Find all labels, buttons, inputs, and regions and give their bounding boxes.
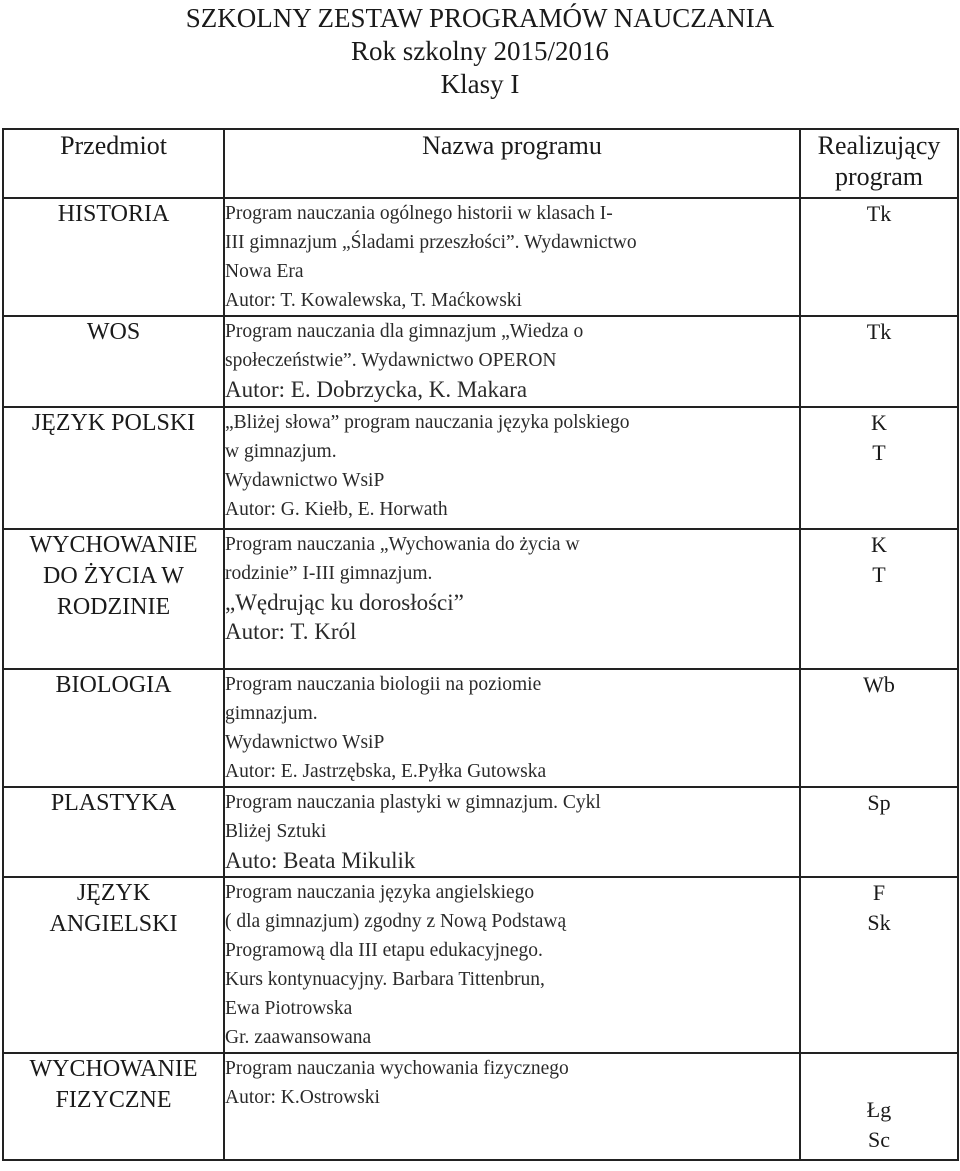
teacher-code: T bbox=[872, 562, 886, 587]
program-line: w gimnazjum. bbox=[225, 441, 337, 462]
teacher-code: Wb bbox=[863, 672, 895, 697]
document-title: SZKOLNY ZESTAW PROGRAMÓW NAUCZANIA bbox=[185, 3, 775, 33]
header-subject: Przedmiot bbox=[3, 129, 224, 198]
program-line: Gr. zaawansowana bbox=[225, 1027, 372, 1048]
program-line: Wydawnictwo WsiP bbox=[225, 470, 385, 491]
table-row bbox=[3, 407, 958, 529]
table-row bbox=[3, 787, 958, 877]
subject-cell bbox=[3, 198, 224, 316]
program-author: Autor: T. Król bbox=[225, 619, 357, 644]
subject-name: JĘZYK POLSKI bbox=[31, 410, 196, 436]
teacher-code: Sk bbox=[867, 910, 891, 935]
school-year: Rok szkolny 2015/2016 bbox=[350, 36, 609, 66]
teacher-cell bbox=[800, 1053, 958, 1160]
teacher-code: Tk bbox=[866, 319, 892, 344]
table-row bbox=[3, 316, 958, 407]
teacher-cell bbox=[800, 529, 958, 669]
table-header-row bbox=[3, 129, 958, 198]
program-cell bbox=[224, 529, 800, 669]
program-author: Autor: T. Kowalewska, T. Maćkowski bbox=[225, 290, 522, 311]
document-header bbox=[0, 0, 960, 101]
teacher-code: K bbox=[871, 532, 887, 557]
curriculum-table bbox=[2, 128, 959, 1161]
program-line: Wydawnictwo WsiP bbox=[225, 732, 385, 753]
subject-name: RODZINIE bbox=[56, 594, 171, 620]
subject-cell bbox=[3, 1053, 224, 1160]
subject-name: HISTORIA bbox=[57, 201, 170, 227]
program-line: Program nauczania wychowania fizycznego bbox=[225, 1058, 569, 1079]
program-line: Program nauczania ogólnego historii w klasach I- bbox=[225, 203, 613, 224]
program-cell bbox=[224, 198, 800, 316]
subject-name: BIOLOGIA bbox=[55, 672, 172, 698]
subject-name: FIZYCZNE bbox=[55, 1087, 172, 1113]
program-author: Autor: K.Ostrowski bbox=[225, 1087, 380, 1108]
table-row bbox=[3, 198, 958, 316]
teacher-code: Sp bbox=[867, 790, 891, 815]
program-line: „Wędrując ku dorosłości” bbox=[225, 590, 464, 615]
teacher-cell bbox=[800, 669, 958, 787]
header-teacher: Realizujący program bbox=[800, 129, 958, 198]
program-line: „Bliżej słowa” program nauczania języka polskiego bbox=[225, 412, 630, 433]
program-line: ( dla gimnazjum) zgodny z Nową Podstawą bbox=[225, 911, 567, 932]
program-cell bbox=[224, 1053, 800, 1160]
teacher-code: F bbox=[872, 880, 886, 905]
teacher-cell bbox=[800, 787, 958, 877]
program-line: III gimnazjum „Śladami przeszłości”. Wydawnictwo bbox=[225, 232, 637, 253]
teacher-cell bbox=[800, 407, 958, 529]
subject-name: WYCHOWANIE bbox=[29, 1056, 198, 1082]
program-line: Program nauczania plastyki w gimnazjum. Cykl bbox=[225, 792, 601, 813]
subject-name: WOS bbox=[86, 319, 141, 345]
header-program: Nazwa programu bbox=[224, 129, 800, 198]
program-line: gimnazjum. bbox=[225, 703, 318, 724]
program-line: Ewa Piotrowska bbox=[225, 998, 353, 1019]
teacher-code: K bbox=[871, 410, 887, 435]
subject-name: JĘZYK bbox=[76, 880, 151, 906]
teacher-cell bbox=[800, 198, 958, 316]
program-line: Nowa Era bbox=[225, 261, 304, 282]
program-line: społeczeństwie”. Wydawnictwo OPERON bbox=[225, 350, 557, 371]
program-cell bbox=[224, 787, 800, 877]
program-cell bbox=[224, 407, 800, 529]
table-row bbox=[3, 669, 958, 787]
table-row bbox=[3, 1053, 958, 1160]
teacher-code: Tk bbox=[866, 201, 892, 226]
teacher-cell bbox=[800, 877, 958, 1053]
program-line: Program nauczania biologii na poziomie bbox=[225, 674, 542, 695]
program-cell bbox=[224, 669, 800, 787]
program-line: Program nauczania „Wychowania do życia w bbox=[225, 534, 580, 555]
subject-cell bbox=[3, 669, 224, 787]
table-row bbox=[3, 877, 958, 1053]
subject-name: ANGIELSKI bbox=[49, 911, 178, 937]
program-cell bbox=[224, 877, 800, 1053]
program-line: Program nauczania dla gimnazjum „Wiedza o bbox=[225, 321, 584, 342]
program-author: Autor: G. Kiełb, E. Horwath bbox=[225, 499, 448, 520]
subject-cell bbox=[3, 529, 224, 669]
table-row bbox=[3, 529, 958, 669]
subject-cell bbox=[3, 407, 224, 529]
program-line: Programową dla III etapu edukacyjnego. bbox=[225, 940, 543, 961]
class-level: Klasy I bbox=[440, 69, 520, 99]
program-line: Kurs kontynuacyjny. Barbara Tittenbrun, bbox=[225, 969, 545, 990]
program-cell bbox=[224, 316, 800, 407]
subject-cell bbox=[3, 316, 224, 407]
teacher-cell bbox=[800, 316, 958, 407]
subject-name: PLASTYKA bbox=[50, 790, 177, 816]
program-author: Autor: E. Jastrzębska, E.Pyłka Gutowska bbox=[225, 761, 547, 782]
teacher-code: Łg bbox=[866, 1097, 892, 1122]
subject-cell bbox=[3, 787, 224, 877]
program-author: Autor: E. Dobrzycka, K. Makara bbox=[225, 377, 528, 402]
teacher-code: T bbox=[872, 440, 886, 465]
program-line: rodzinie” I-III gimnazjum. bbox=[225, 563, 433, 584]
subject-name: DO ŻYCIA W bbox=[43, 563, 184, 589]
program-line: Bliżej Sztuki bbox=[225, 821, 327, 842]
program-author: Auto: Beata Mikulik bbox=[225, 848, 416, 873]
subject-cell bbox=[3, 877, 224, 1053]
teacher-code: Sc bbox=[868, 1127, 890, 1152]
subject-name: WYCHOWANIE bbox=[29, 532, 198, 558]
program-line: Program nauczania języka angielskiego bbox=[225, 882, 535, 903]
